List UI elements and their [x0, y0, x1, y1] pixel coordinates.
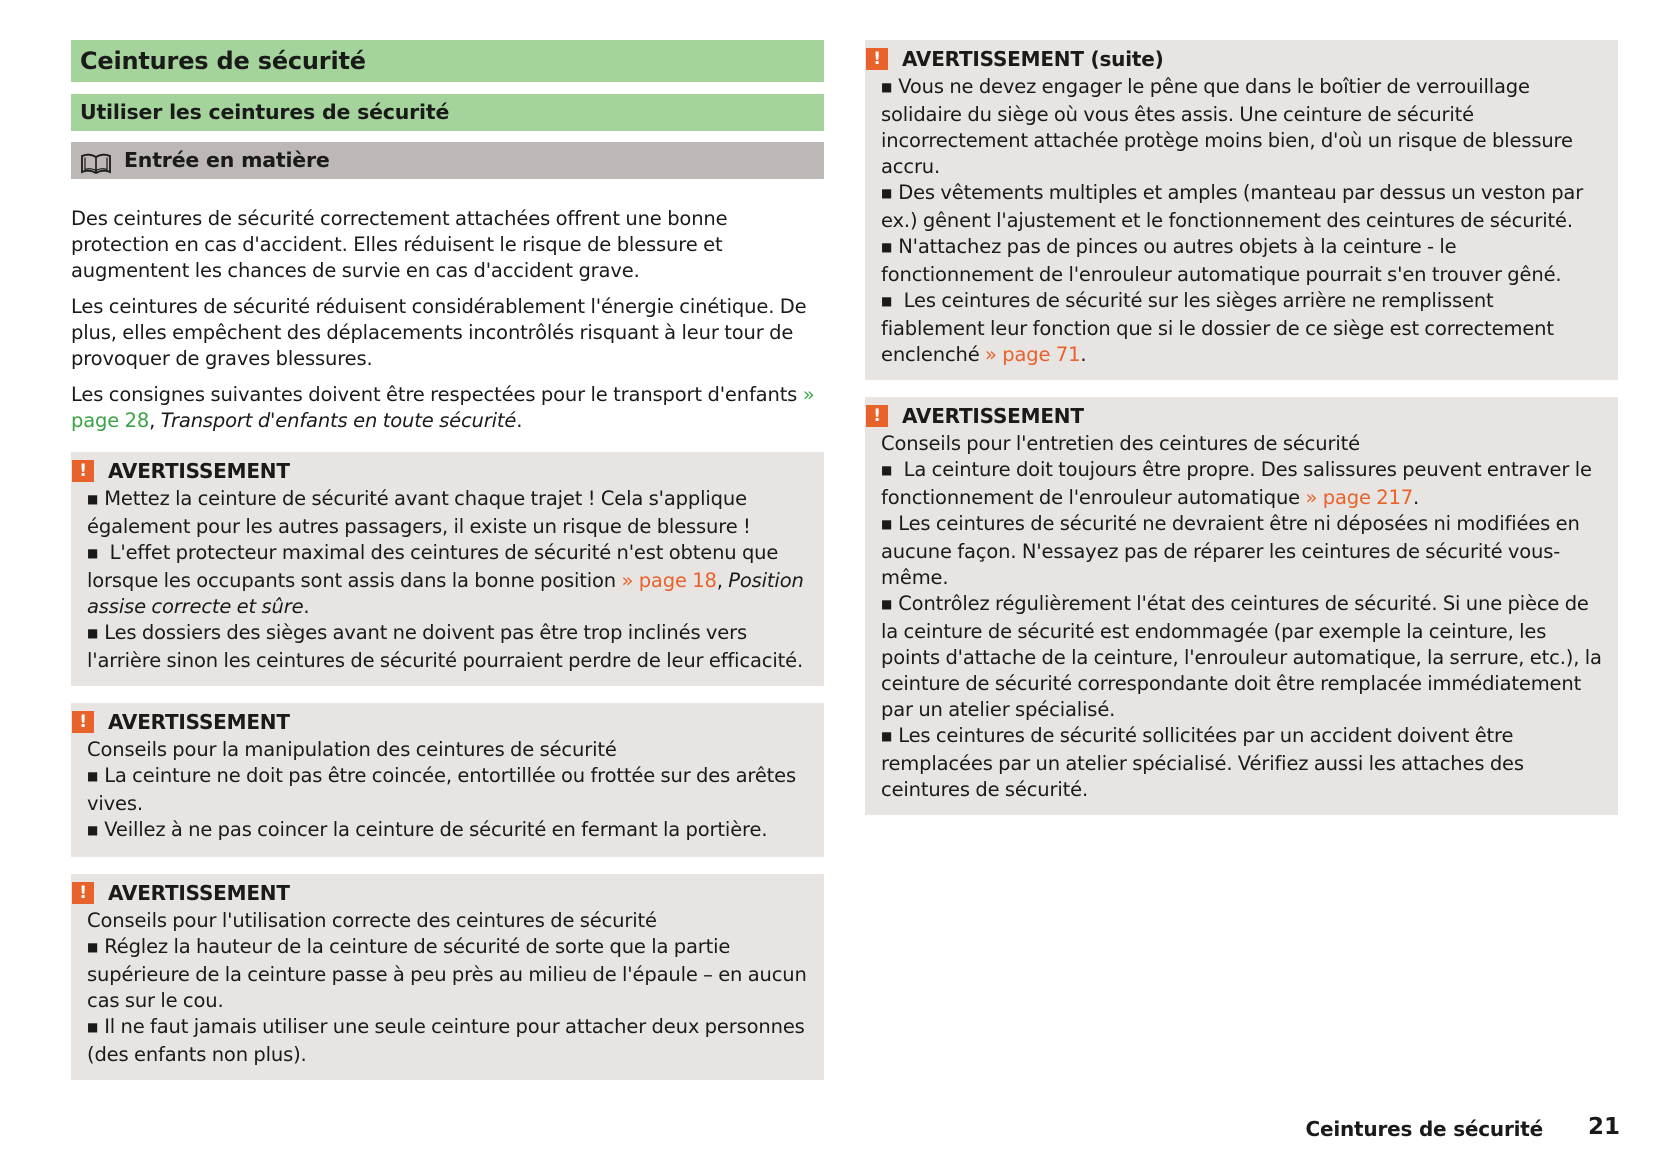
page-217-link[interactable]: » page 217 — [1305, 486, 1414, 509]
warning-box-3 — [71, 874, 824, 1080]
page-number: 21 — [1587, 1114, 1620, 1140]
warning-box-1 — [71, 452, 824, 686]
exclamation-warning-icon: ! — [866, 405, 888, 427]
warning-3-intro: Conseils pour l'utilisation correcte des ceintures de sécurité — [87, 909, 657, 932]
warning-5-intro: Conseils pour l'entretien des ceintures de sécurité — [881, 432, 1360, 455]
warning-4-bullet-2: ■ Des vêtements multiples et amples (manteau par dessus un veston par ex.) gênent l'ajustement et le fonctionnement des ceintures de sécurité. — [881, 180, 1602, 234]
right-column — [865, 40, 1618, 832]
subsection-title — [71, 142, 824, 179]
warning-title-5 — [865, 401, 1602, 431]
warning-title-3-text: AVERTISSEMENT — [108, 881, 290, 905]
page-71-link[interactable]: » page 71 — [985, 343, 1081, 366]
warning-title-1 — [71, 456, 808, 486]
intro-paragraph-3 — [71, 382, 824, 434]
warning-title-1-text: AVERTISSEMENT — [108, 459, 290, 483]
warning-1-bullet-3: ■ Les dossiers des sièges avant ne doivent pas être trop inclinés vers l'arrière sinon les ceintures de sécurité pourraient perdre de leur efficacité. — [87, 620, 808, 674]
intro-paragraph-3-sep: , — [149, 409, 161, 432]
exclamation-warning-icon: ! — [866, 48, 888, 70]
exclamation-warning-icon: ! — [72, 460, 94, 482]
intro-paragraph-3-end: . — [516, 409, 523, 432]
warning-title-4-text: AVERTISSEMENT (suite) — [902, 47, 1164, 71]
warning-title-4 — [865, 44, 1602, 74]
warning-1-bullet-2 — [87, 540, 808, 620]
warning-1-bullet-2-text: L'effet protecteur maximal des ceintures de sécurité n'est obtenu que lorsque les occupants sont assis dans la bonne position — [87, 541, 779, 592]
warning-4-bullet-1: ■ Vous ne devez engager le pêne que dans le boîtier de verrouillage solidaire du siège où vous êtes assis. Une ceinture de sécurité incorrectement attachée protège moins bien, d'où un risque de blessure accru. — [881, 74, 1602, 180]
intro-paragraph-1: Des ceintures de sécurité correctement attachées offrent une bonne protection en cas d'accident. Elles réduisent le risque de blessure et augmentent les chances de survie en cas d'accident grave. — [71, 207, 728, 282]
warning-1-bullet-2-italic: Position assise correcte et sûre — [87, 569, 804, 618]
warning-5-bullet-2: ■ Les ceintures de sécurité ne devraient être ni déposées ni modifiées en aucune façon. N'essayez pas de réparer les ceintures de sécurité vous-même. — [881, 511, 1602, 591]
warning-1-bullet-2-end: . — [303, 595, 310, 618]
page-28-link[interactable]: » page 28 — [71, 383, 815, 432]
section-title: Utiliser les ceintures de sécurité — [71, 94, 824, 131]
warning-box-2 — [71, 703, 824, 857]
warning-1-bullet-1: ■ Mettez la ceinture de sécurité avant chaque trajet ! Cela s'applique également pour les autres passagers, il existe un risque de blessure ! — [87, 486, 808, 540]
warning-5-bullet-1-text: La ceinture doit toujours être propre. Des salissures peuvent entraver le fonctionnement de l'enrouleur automatique — [881, 458, 1592, 509]
warning-title-2 — [71, 707, 808, 737]
warning-2-intro: Conseils pour la manipulation des ceintures de sécurité — [87, 738, 617, 761]
warning-4-bullet-4-text: Les ceintures de sécurité sur les sièges arrière ne remplissent fiablement leur fonction que si le dossier de ce siège est correctement enclenché — [881, 289, 1554, 366]
warning-5-bullet-4: ■ Les ceintures de sécurité sollicitées par un accident doivent être remplacées par un atelier spécialisé. Vérifiez aussi les attaches des ceintures de sécurité. — [881, 723, 1602, 803]
chapter-title: Ceintures de sécurité — [71, 40, 824, 82]
footer-section-title: Ceintures de sécurité — [1305, 1117, 1543, 1141]
warning-title-2-text: AVERTISSEMENT — [108, 710, 290, 734]
left-column — [71, 40, 824, 1097]
warning-3-bullet-1: ■ Réglez la hauteur de la ceinture de sécurité de sorte que la partie supérieure de la ceinture passe à peu près au milieu de l'épaule – en aucun cas sur le cou. — [87, 934, 808, 1014]
warning-2-bullet-1: ■ La ceinture ne doit pas être coincée, entortillée ou frottée sur des arêtes vives. — [87, 763, 808, 817]
intro-paragraph-2: Les ceintures de sécurité réduisent considérablement l'énergie cinétique. De plus, elles empêchent des déplacements incontrôlés risquant à leur tour de provoquer de graves blessures. — [71, 295, 807, 370]
warning-box-5 — [865, 397, 1618, 815]
warning-4-bullet-3: ■ N'attachez pas de pinces ou autres objets à la ceinture - le fonctionnement de l'enrouleur automatique pourrait s'en trouver gêné. — [881, 234, 1602, 288]
warning-1-bullet-2-sep: , — [716, 569, 729, 592]
open-book-icon — [80, 150, 112, 172]
intro-paragraph-3-italic: Transport d'enfants en toute sécurité — [160, 409, 517, 432]
warning-3-bullet-2: ■ Il ne faut jamais utiliser une seule ceinture pour attacher deux personnes (des enfants non plus). — [87, 1014, 808, 1068]
warning-2-bullet-2: ■ Veillez à ne pas coincer la ceinture de sécurité en fermant la portière. — [87, 817, 808, 845]
page-18-link[interactable]: » page 18 — [621, 569, 717, 592]
warning-4-bullet-4 — [881, 288, 1602, 368]
subsection-title-text: Entrée en matière — [124, 148, 330, 172]
warning-5-bullet-1 — [881, 457, 1602, 511]
exclamation-warning-icon: ! — [72, 882, 94, 904]
warning-5-bullet-3: ■ Contrôlez régulièrement l'état des ceintures de sécurité. Si une pièce de la ceinture de sécurité est endommagée (par exemple la ceinture, les points d'attache de la ceinture, l'enrouleur automatique, la serrure, etc.), la ceinture de sécurité correspondante doit être remplacée immédiatement par un atelier spécialisé. — [881, 591, 1602, 723]
exclamation-warning-icon: ! — [72, 711, 94, 733]
warning-title-3 — [71, 878, 808, 908]
intro-paragraph-3-text: Les consignes suivantes doivent être respectées pour le transport d'enfants — [71, 383, 803, 406]
warning-box-4 — [865, 40, 1618, 380]
warning-4-bullet-4-end: . — [1080, 343, 1087, 366]
warning-title-5-text: AVERTISSEMENT — [902, 404, 1084, 428]
warning-5-bullet-1-end: . — [1413, 486, 1420, 509]
